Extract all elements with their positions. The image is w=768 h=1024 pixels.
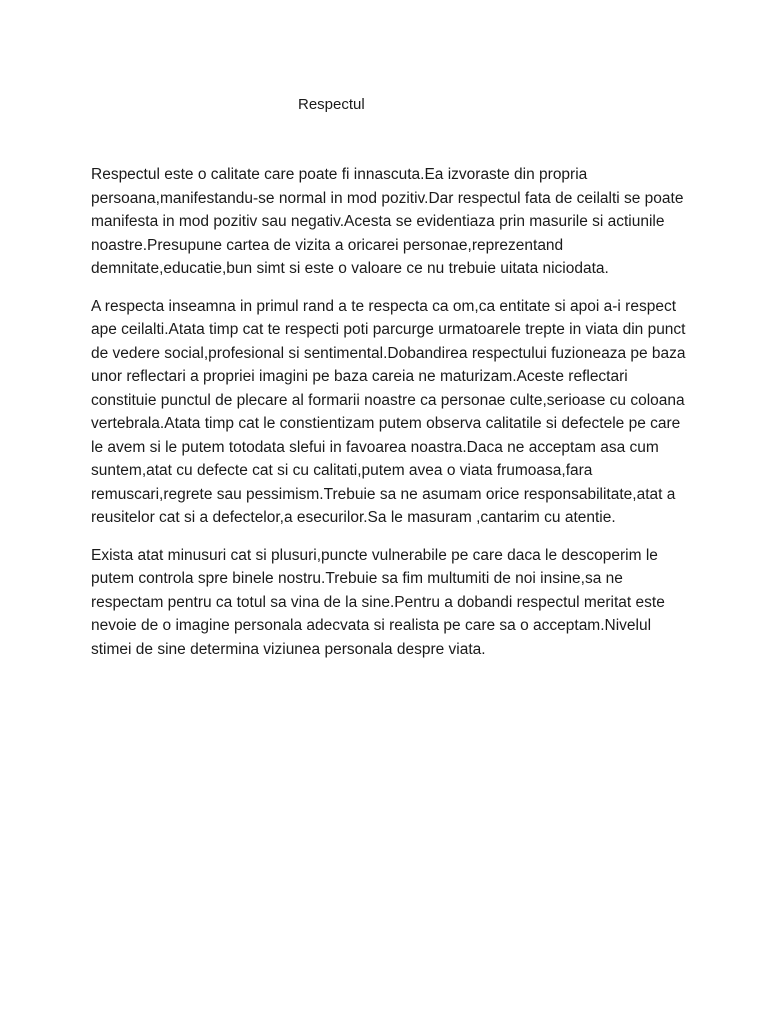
paragraph: A respecta inseamna in primul rand a te respecta ca om,ca entitate si apoi a-i respect ape ceilalti.Atata timp cat te respecti poti parcurge urmatoarele trepte in viata din punct de vedere social,profesional si sentimental.Dobandirea respectului fuzioneaza pe baza unor reflectari a propriei imagini pe baza careia ne maturizam.Aceste reflectari constituie punctul de plecare al formarii noastre ca personae culte,serioase cu coloana vertebrala.Atata timp cat le constientizam putem observa calitatile si defectele pe care le avem si le putem totodata slefui in favoarea noastra.Daca ne acceptam asa cum suntem,atat cu defecte cat si cu calitati,putem avea o viata frumoasa,fara remuscari,regrete sau pessimism.Trebuie sa ne asumam orice responsabilitate,atat a reusitelor cat si a defectelor,a esecurilor.Sa le masuram ,cantarim cu atentie. <box>91 297 686 526</box>
document-title: Respectul <box>298 96 365 113</box>
paragraph: Respectul este o calitate care poate fi innascuta.Ea izvoraste din propria persoana,manifestandu-se normal in mod pozitiv.Dar respectul fata de ceilalti se poate manifesta in mod pozitiv sau negativ.Acesta se evidentiaza prin masurile si actiunile noastre.Presupune cartea de vizita a oricarei personae,reprezentand demnitate,educatie,bun simt si este o valoare ce nu trebuie uitata niciodata. <box>91 166 684 277</box>
paragraph: Exista atat minusuri cat si plusuri,puncte vulnerabile pe care daca le descoperim le putem controla spre binele nostru.Trebuie sa fim multumiti de noi insine,sa ne respectam pentru ca totul sa vina de la sine.Pentru a dobandi respectul meritat este nevoie de o imagine personala adecvata si realista pe care sa o acceptam.Nivelul stimei de sine determina viziunea personala despre viata. <box>91 546 665 658</box>
document-body <box>91 163 691 675</box>
